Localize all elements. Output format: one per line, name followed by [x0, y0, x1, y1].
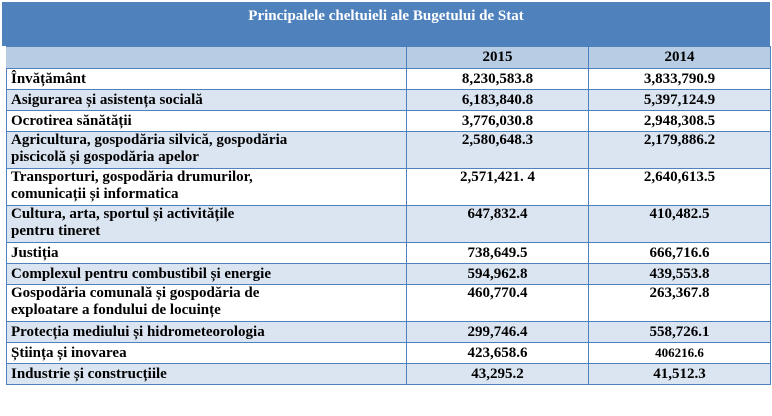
value-2015: 3,776,030.8	[407, 111, 589, 132]
table-row	[7, 90, 771, 111]
row-label-line-2: comunicații și informatica	[11, 186, 179, 202]
row-label: Învățământ	[7, 69, 407, 90]
table-row	[7, 132, 771, 169]
row-label: Complexul pentru combustibil și energie	[7, 264, 407, 285]
table-title: Principalele cheltuieli ale Bugetului de Stat	[2, 2, 770, 46]
value-2014: 41,512.3	[589, 364, 771, 385]
header-2014: 2014	[589, 47, 771, 69]
header-2015: 2015	[407, 47, 589, 69]
row-label-line-1: Transporturi, gospodăria drumurilor,	[11, 169, 253, 185]
value-2014: 3,833,790.9	[589, 69, 771, 90]
value-2015: 423,658.6	[407, 343, 589, 364]
header-category	[7, 47, 407, 69]
row-label-line-2: exploatare a fondului de locuințe	[11, 302, 221, 318]
value-2014: 558,726.1	[589, 322, 771, 343]
value-2014: 439,553.8	[589, 264, 771, 285]
value-2014: 410,482.5	[589, 206, 771, 243]
table-row	[7, 69, 771, 90]
value-2014: 2,640,613.5	[589, 169, 771, 206]
value-2015: 2,571,421. 4	[407, 169, 589, 206]
table-row	[7, 322, 771, 343]
value-2014: 666,716.6	[589, 243, 771, 264]
value-2015: 647,832.4	[407, 206, 589, 243]
row-label	[7, 285, 407, 322]
value-2014: 2,179,886.2	[589, 132, 771, 169]
value-2015: 43,295.2	[407, 364, 589, 385]
table-row	[7, 343, 771, 364]
table-row	[7, 111, 771, 132]
table-row	[7, 364, 771, 385]
table-row	[7, 285, 771, 322]
table-row	[7, 169, 771, 206]
row-label-line-2: pentru tineret	[11, 223, 101, 239]
budget-table	[6, 46, 771, 385]
value-2014: 2,948,308.5	[589, 111, 771, 132]
row-label: Asigurarea și asistența socială	[7, 90, 407, 111]
table-row	[7, 243, 771, 264]
row-label	[7, 206, 407, 243]
table-row	[7, 264, 771, 285]
row-label-line-1: Cultura, arta, sportul și activitățile	[11, 206, 235, 222]
row-label: Protecția mediului și hidrometeorologia	[7, 322, 407, 343]
value-2014: 263,367.8	[589, 285, 771, 322]
value-2015: 6,183,840.8	[407, 90, 589, 111]
row-label: Ocrotirea sănătății	[7, 111, 407, 132]
budget-table-figure	[2, 2, 770, 412]
value-2015: 8,230,583.8	[407, 69, 589, 90]
value-2015: 738,649.5	[407, 243, 589, 264]
row-label-line-1: Agricultura, gospodăria silvică, gospodăria	[11, 132, 288, 148]
value-2015: 460,770.4	[407, 285, 589, 322]
row-label-line-1: Gospodăria comunală și gospodăria de	[11, 285, 260, 301]
row-label-line-2: piscicolă și gospodăria apelor	[11, 149, 199, 165]
value-2015: 2,580,648.3	[407, 132, 589, 169]
row-label: Justiția	[7, 243, 407, 264]
table-row	[7, 206, 771, 243]
row-label	[7, 132, 407, 169]
value-2014: 406216.6	[589, 343, 771, 364]
row-label	[7, 169, 407, 206]
row-label: Industrie și construcțiile	[7, 364, 407, 385]
header-row	[7, 47, 771, 69]
value-2015: 299,746.4	[407, 322, 589, 343]
value-2014: 5,397,124.9	[589, 90, 771, 111]
row-label: Știința și inovarea	[7, 343, 407, 364]
value-2015: 594,962.8	[407, 264, 589, 285]
